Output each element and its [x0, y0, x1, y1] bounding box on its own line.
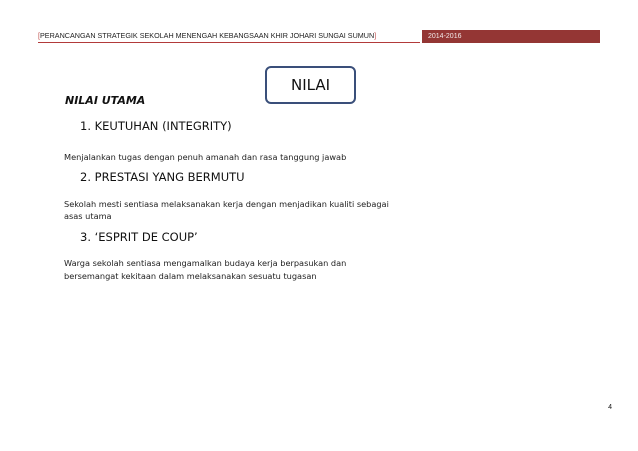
- value-description-2-line-1: Sekolah mesti sentiasa melaksanakan kerja dengan menjadikan kualiti sebagai: [64, 199, 389, 209]
- header-title: PERANCANGAN STRATEGIK SEKOLAH MENENGAH KEBANGSAAN KHIR JOHARI SUNGAI SUMUN: [40, 31, 375, 40]
- header-bracket-close: ]: [374, 31, 377, 40]
- page-header: [38, 30, 600, 43]
- value-description-1-line-1: Menjalankan tugas dengan penuh amanah dan rasa tanggung jawab: [64, 152, 347, 162]
- page-number: 4: [608, 404, 612, 411]
- header-title-bar: [38, 30, 420, 43]
- value-description-2-line-2: asas utama: [64, 211, 112, 221]
- value-title-1: 1. KEUTUHAN (INTEGRITY): [80, 119, 232, 133]
- value-title-2: 2. PRESTASI YANG BERMUTU: [80, 170, 245, 184]
- main-title: NILAI UTAMA: [65, 94, 146, 107]
- value-description-3-line-2: bersemangat kekitaan dalam melaksanakan sesuatu tugasan: [64, 271, 317, 281]
- header-years: 2014-2016: [422, 30, 600, 43]
- value-description-3-line-1: Warga sekolah sentiasa mengamalkan budaya kerja berpasukan dan: [64, 258, 347, 268]
- header-bracket-open: [: [38, 31, 40, 40]
- value-title-3: 3. ‘ESPRIT DE COUP’: [80, 230, 198, 244]
- section-heading-box: NILAI: [265, 66, 356, 104]
